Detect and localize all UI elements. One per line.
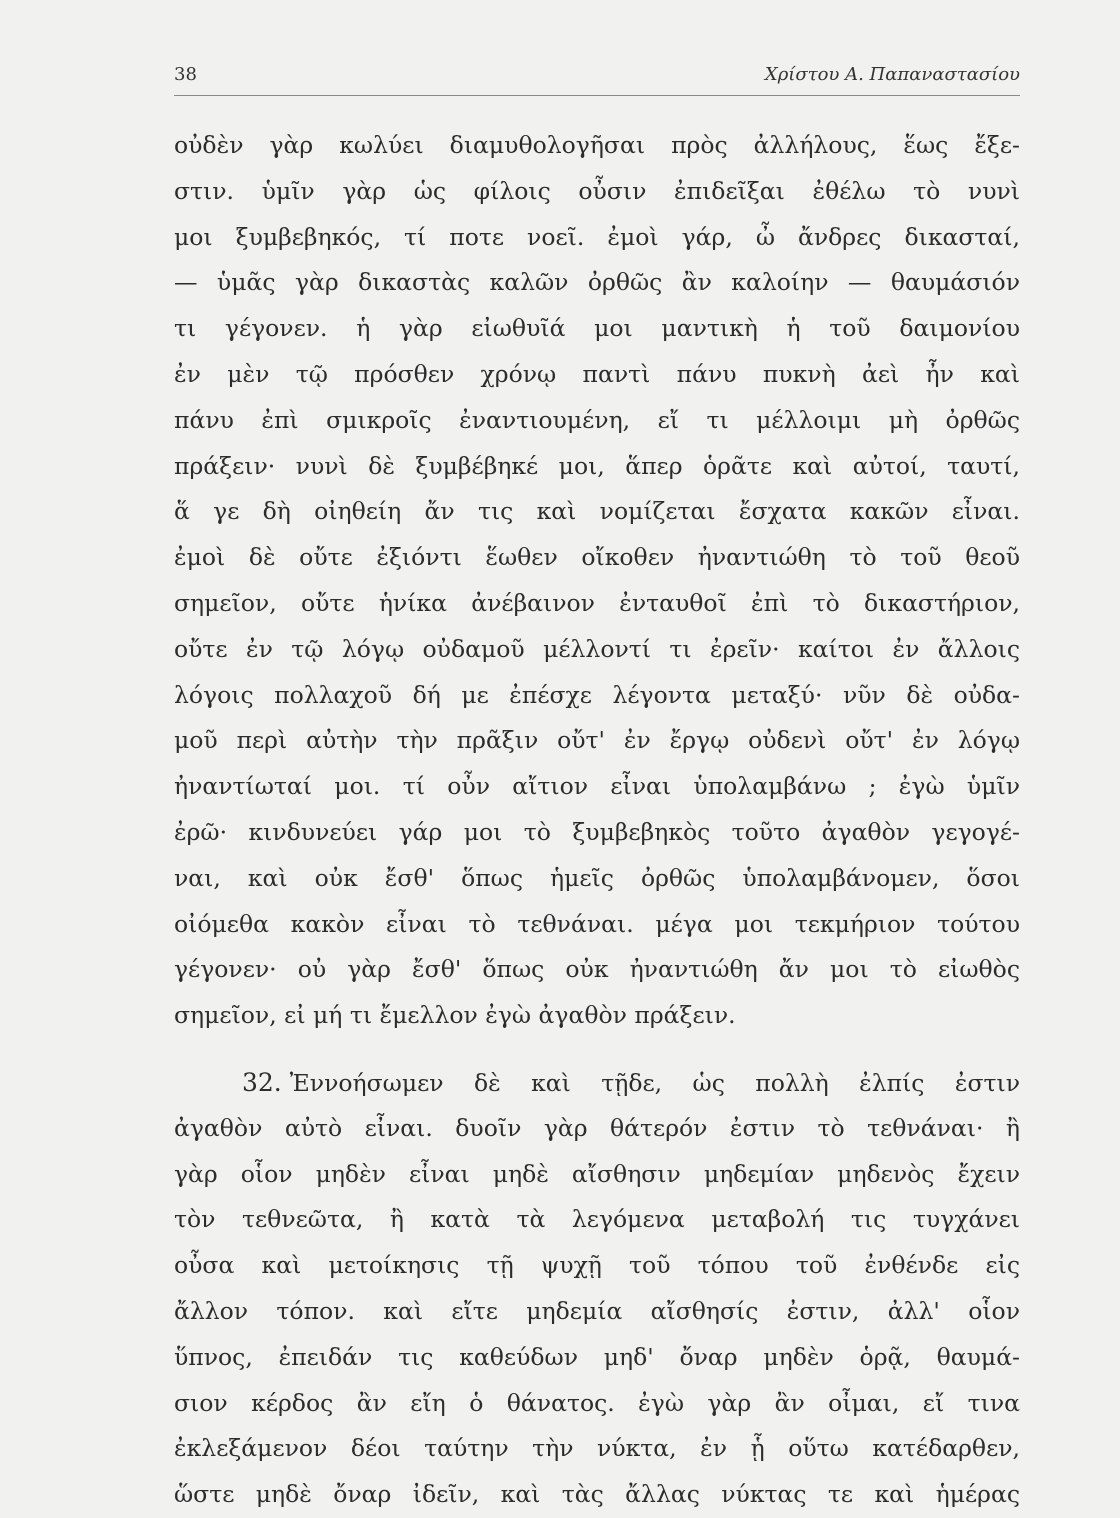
text-line: ἠναντίωταί μοι. τί οὖν αἴτιον εἶναι ὑπολαμβάνω ; ἐγὼ ὑμῖν [174, 772, 1020, 801]
text-line: — ὑμᾶς γὰρ δικαστὰς καλῶν ὀρθῶς ἂν καλοίην — θαυμάσιόν [174, 268, 1020, 297]
text-line: ἀγαθὸν αὐτὸ εἶναι. δυοῖν γὰρ θάτερόν ἐστιν τὸ τεθνάναι· ἢ [174, 1113, 1020, 1142]
text-line: πράξειν· νυνὶ δὲ ξυμβέβηκέ μοι, ἅπερ ὁρᾶτε καὶ αὐτοί, ταυτί, [174, 451, 1020, 480]
page-number: 38 [174, 64, 197, 85]
text-line: ἐρῶ· κινδυνεύει γάρ μοι τὸ ξυμβεβηκὸς τοῦτο ἀγαθὸν γεγογέ- [174, 817, 1020, 846]
text-line: οἰόμεθα κακὸν εἶναι τὸ τεθνάναι. μέγα μοι τεκμήριον τούτου [174, 909, 1020, 938]
text-line: μοι ξυμβεβηκός, τί ποτε νοεῖ. ἐμοὶ γάρ, ὦ ἄνδρες δικασταί, [174, 222, 1020, 251]
first-line-text: Ἐννοήσωμεν δὲ καὶ τῇδε, ὡς πολλὴ ἐλπίς ἐστιν [289, 1068, 1020, 1097]
text-line: οὖσα καὶ μετοίκησις τῇ ψυχῇ τοῦ τόπου τοῦ ἐνθένδε εἰς [174, 1251, 1020, 1280]
text-line: σημεῖον, οὔτε ἡνίκα ἀνέβαινον ἐνταυθοῖ ἐπὶ τὸ δικαστήριον, [174, 588, 1020, 617]
text-line: ἐν μὲν τῷ πρόσθεν χρόνῳ παντὶ πάνυ πυκνὴ ἀεὶ ἦν καὶ [174, 359, 1020, 388]
body-text [174, 123, 1020, 1518]
text-line-first [174, 1060, 1020, 1106]
text-line: ἐκλεξάμενον δέοι ταύτην τὴν νύκτα, ἐν ᾗ οὕτω κατέδαρθεν, [174, 1434, 1020, 1463]
text-line: οὐδὲν γὰρ κωλύει διαμυθολογῆσαι πρὸς ἀλλήλους, ἕως ἔξε- [174, 131, 1020, 159]
running-title-author: Χρίστου Α. Παπαναστασίου [764, 64, 1020, 85]
text-line: οὔτε ἐν τῷ λόγῳ οὐδαμοῦ μέλλοντί τι ἐρεῖν· καίτοι ἐν ἄλλοις [174, 634, 1020, 663]
text-line: γέγονεν· οὐ γὰρ ἔσθ' ὅπως οὐκ ἠναντιώθη ἄν μοι τὸ εἰωθὸς [174, 955, 1020, 984]
text-line: σημεῖον, εἰ μή τι ἔμελλον ἐγὼ ἀγαθὸν πράξειν. [174, 1001, 736, 1030]
text-line: ἅ γε δὴ οἰηθείη ἄν τις καὶ νομίζεται ἔσχατα κακῶν εἶναι. [174, 497, 1020, 526]
text-line: ναι, καὶ οὐκ ἔσθ' ὅπως ἡμεῖς ὀρθῶς ὑπολαμβάνομεν, ὅσοι [174, 863, 1020, 892]
section-number: 32. [242, 1067, 282, 1097]
text-line: ὕπνος, ἐπειδάν τις καθεύδων μηδ' ὄναρ μηδὲν ὁρᾷ, θαυμά- [174, 1342, 1020, 1371]
text-line: ὥστε μηδὲ ὄναρ ἰδεῖν, καὶ τὰς ἄλλας νύκτας τε καὶ ἡμέρας [174, 1480, 1020, 1509]
text-line: τὸν τεθνεῶτα, ἢ κατὰ τὰ λεγόμενα μεταβολή τις τυγχάνει [174, 1205, 1020, 1234]
text-line: σιον κέρδος ἂν εἴη ὁ θάνατος. ἐγὼ γὰρ ἂν οἶμαι, εἴ τινα [174, 1388, 1020, 1417]
text-line: μοῦ περὶ αὐτὴν τὴν πρᾶξιν οὔτ' ἐν ἔργῳ οὐδενὶ οὔτ' ἐν λόγῳ [174, 726, 1020, 755]
text-line: λόγοις πολλαχοῦ δή με ἐπέσχε λέγοντα μεταξύ· νῦν δὲ οὐδα- [174, 680, 1020, 709]
text-line: πάνυ ἐπὶ σμικροῖς ἐναντιουμένη, εἴ τι μέλλοιμι μὴ ὀρθῶς [174, 405, 1020, 434]
header-rule [174, 95, 1020, 96]
text-line: ἄλλον τόπον. καὶ εἴτε μηδεμία αἴσθησίς ἐστιν, ἀλλ' οἷον [174, 1296, 1020, 1325]
text-line: ἐμοὶ δὲ οὔτε ἐξιόντι ἕωθεν οἴκοθεν ἠναντιώθη τὸ τοῦ θεοῦ [174, 543, 1020, 572]
paragraph-gap [174, 1039, 1020, 1060]
text-line: γὰρ οἷον μηδὲν εἶναι μηδὲ αἴσθησιν μηδεμίαν μηδενὸς ἔχειν [174, 1159, 1020, 1188]
paragraph-2 [174, 1060, 1020, 1518]
paragraph-1 [174, 123, 1020, 1039]
text-line: στιν. ὑμῖν γὰρ ὡς φίλοις οὖσιν ἐπιδεῖξαι ἐθέλω τὸ νυνὶ [174, 176, 1020, 205]
running-header [174, 60, 1020, 94]
text-line: τι γέγονεν. ἡ γὰρ εἰωθυῖά μοι μαντικὴ ἡ τοῦ δαιμονίου [174, 314, 1020, 343]
